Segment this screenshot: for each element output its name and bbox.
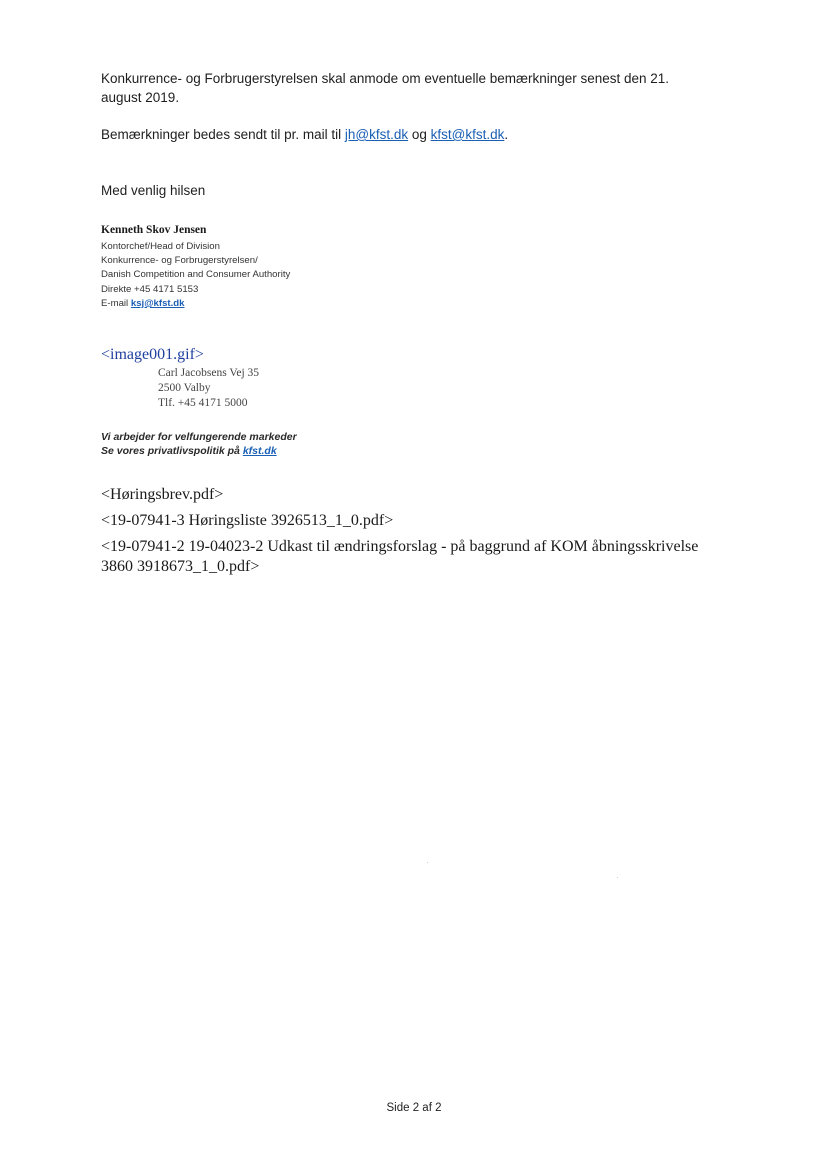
scan-speck	[617, 877, 618, 878]
signature-email-label: E-mail	[101, 298, 131, 309]
signature-phone: Direkte +45 4171 5153	[101, 284, 199, 295]
attachment-udkast-line-1: <19-07941-2 19-04023-2 Udkast til ændringsforslag - på baggrund af KOM åbningsskrivelse	[101, 538, 699, 555]
signature-org-en: Danish Competition and Consumer Authority	[101, 269, 291, 280]
deadline-line-1: Konkurrence- og Forbrugerstyrelsen skal anmode om eventuelle bemærkninger senest den 21.	[101, 71, 670, 86]
privacy-text: Se vores privatlivspolitik på	[101, 445, 243, 457]
privacy-link[interactable]: kfst.dk	[242, 445, 277, 457]
signature-email-row	[101, 297, 184, 312]
attachment-horingsbrev[interactable]: <Høringsbrev.pdf>	[101, 486, 224, 503]
signature-email-link[interactable]: ksj@kfst.dk	[130, 298, 185, 309]
deadline-paragraph	[101, 69, 669, 107]
page-number: Side 2 af 2	[386, 1102, 442, 1114]
email-link-kfst[interactable]: kfst@kfst.dk	[430, 127, 505, 142]
closing-greeting: Med venlig hilsen	[101, 183, 206, 198]
email-link-jh[interactable]: jh@kfst.dk	[344, 127, 409, 142]
signature-org-da: Konkurrence- og Forbrugerstyrelsen/	[101, 255, 258, 266]
submission-paragraph	[101, 125, 508, 144]
scan-speck	[427, 862, 428, 863]
image-placeholder: <image001.gif>	[101, 346, 204, 363]
motto-line-1: Vi arbejder for velfungerende markeder	[101, 431, 297, 443]
submission-conjunction: og	[408, 127, 431, 142]
motto-line-2	[101, 444, 277, 459]
attachment-horingsliste[interactable]: <19-07941-3 Høringsliste 3926513_1_0.pdf>	[101, 512, 394, 529]
address-city: 2500 Valby	[158, 382, 211, 394]
submission-text: Bemærkninger bedes sendt til pr. mail til	[101, 127, 345, 142]
signature-name: Kenneth Skov Jensen	[101, 224, 207, 236]
address-street: Carl Jacobsens Vej 35	[158, 367, 260, 379]
submission-period: .	[504, 127, 509, 142]
deadline-line-2: august 2019.	[101, 90, 180, 105]
address-phone: Tlf. +45 4171 5000	[158, 397, 248, 409]
signature-title: Kontorchef/Head of Division	[101, 241, 220, 252]
attachment-udkast[interactable]	[101, 537, 761, 577]
attachment-udkast-line-2: 3860 3918673_1_0.pdf>	[101, 558, 260, 575]
